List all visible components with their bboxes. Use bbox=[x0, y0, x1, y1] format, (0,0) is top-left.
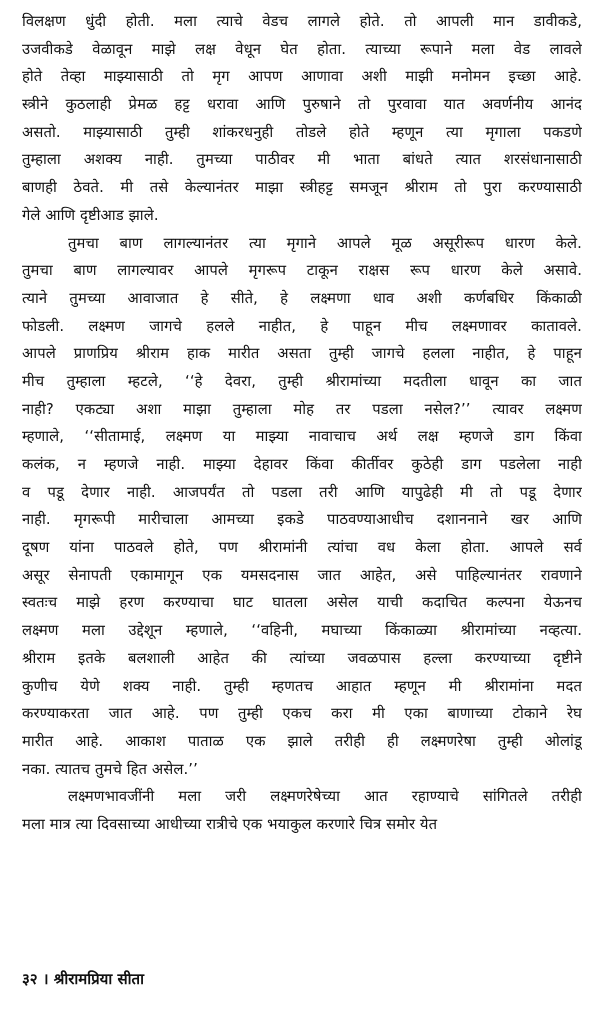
text-line: स्वतःच माझे हरण करण्याचा घाट घातला असेल याची कदाचित कल्पना येऊनच bbox=[22, 594, 582, 612]
text-line: मारीत आहे. आकाश पाताळ एक झाले तरीही ही लक्ष्मणरेषा तुम्ही ओलांडू bbox=[22, 732, 582, 750]
text-line: मीच तुम्हाला म्हटले, ‘‘हे देवरा, तुम्ही श्रीरामांच्या मदतीला धावून का जात bbox=[22, 372, 582, 390]
text-line: म्हणाले, ‘‘सीतामाई, लक्ष्मण या माझ्या नावाचाच अर्थ लक्ष म्हणजे डाग किंवा bbox=[22, 428, 582, 446]
text-line: करण्याकरता जात आहे. पण तुम्ही एकच करा मी एका बाणाच्या टोकाने रेघ bbox=[22, 705, 582, 723]
text-line: विलक्षण धुंदी होती. मला त्याचे वेडच लागले होते. तो आपली मान डावीकडे, bbox=[22, 13, 582, 30]
text-line: लक्ष्मणभावजींनी मला जरी लक्ष्मणरेषेच्या आत रहाण्याचे सांगितले तरीही bbox=[68, 788, 582, 806]
page-footer bbox=[22, 968, 144, 990]
paragraph bbox=[22, 230, 582, 784]
text-line: मला मात्र त्या दिवसाच्या आधीच्या रात्रीचे एक भयाकुल करणारे चित्र समोर येत bbox=[22, 815, 438, 833]
text-line: नका. त्यातच तुमचे हित असेल.’’ bbox=[22, 760, 198, 778]
text-line: कुणीच येणे शक्य नाही. तुम्ही म्हणतच आहात म्हणून मी श्रीरामांना मदत bbox=[22, 677, 582, 695]
text-line: असतो. माझ्यासाठी तुम्ही शांकरधनुही तोडले होते म्हणून त्या मृगाला पकडणे bbox=[22, 123, 582, 141]
text-line: असूर सेनापती एकामागून एक यमसदनास जात आहेत, असे पाहिल्यानंतर रावणाने bbox=[22, 566, 582, 584]
page-body-text bbox=[22, 8, 582, 839]
text-line: तुमचा बाण लागल्यानंतर त्या मृगाने आपले मूळ असूरीरूप धारण केले. bbox=[68, 234, 582, 252]
text-line: लक्ष्मण मला उद्देशून म्हणाले, ‘‘वहिनी, मघाच्या किंकाळ्या श्रीरामांच्या नव्हत्या. bbox=[22, 622, 582, 640]
page-number: ३२ bbox=[22, 970, 38, 988]
text-line: होते तेव्हा माझ्यासाठी तो मृग आपण आणावा अशी माझी मनोमन इच्छा आहे. bbox=[22, 68, 582, 86]
text-line: त्याने तुमच्या आवाजात हे सीते, हे लक्ष्मणा धाव अशी कर्णबधिर किंकाळी bbox=[22, 289, 582, 307]
text-line: दूषण यांना पाठवले होते, पण श्रीरामांनी त्यांचा वध केला होता. आपले सर्व bbox=[22, 539, 582, 557]
paragraph bbox=[22, 8, 582, 230]
text-line: आपले प्राणप्रिय श्रीराम हाक मारीत असता तुम्ही जागचे हलला नाहीत, हे पाहून bbox=[22, 345, 582, 363]
text-line: गेले आणि दृष्टीआड झाले. bbox=[22, 206, 159, 224]
text-line: कलंक, न म्हणजे नाही. माझ्या देहावर किंवा कीर्तीवर कुठेही डाग पडलेला नाही bbox=[22, 456, 582, 473]
text-line: नाही. मृगरूपी मारीचाला आमच्या इकडे पाठवण्याआधीच दशाननाने खर आणि bbox=[22, 511, 582, 529]
text-line: उजवीकडे वेळावून माझे लक्ष वेधून घेत होता. त्याच्या रूपाने मला वेड लावले bbox=[22, 40, 582, 58]
text-line: तुम्हाला अशक्य नाही. तुमच्या पाठीवर मी भाता बांधते त्यात शरसंधानासाठी bbox=[22, 151, 582, 169]
book-title: श्रीरामप्रिया सीता bbox=[53, 970, 144, 988]
text-line: नाही? एकट्या अशा माझा तुम्हाला मोह तर पडला नसेल?’’ त्यावर लक्ष्मण bbox=[22, 400, 582, 418]
text-line: श्रीराम इतके बलशाली आहेत की त्यांच्या जवळपास हल्ला करण्याच्या दृष्टीने bbox=[22, 649, 582, 667]
paragraph bbox=[22, 783, 582, 838]
text-line: स्त्रीने कुठलाही प्रेमळ हट्ट धरावा आणि पुरुषाने तो पुरवावा यात अवर्णनीय आनंद bbox=[22, 96, 582, 114]
text-line: बाणही ठेवते. मी तसे केल्यानंतर माझा स्त्रीहट्ट समजून श्रीराम तो पुरा करण्यासाठी bbox=[22, 179, 582, 197]
text-line: फोडली. लक्ष्मण जागचे हलले नाहीत, हे पाहून मीच लक्ष्मणावर कातावले. bbox=[22, 317, 582, 335]
text-line: तुमचा बाण लागल्यावर आपले मृगरूप टाकून राक्षस रूप धारण केले असावे. bbox=[22, 262, 582, 280]
text-line: व पडू देणार नाही. आजपर्यंत तो पडला तरी आणि यापुढेही मी तो पडू देणार bbox=[22, 483, 582, 501]
footer-separator: । bbox=[42, 970, 49, 988]
